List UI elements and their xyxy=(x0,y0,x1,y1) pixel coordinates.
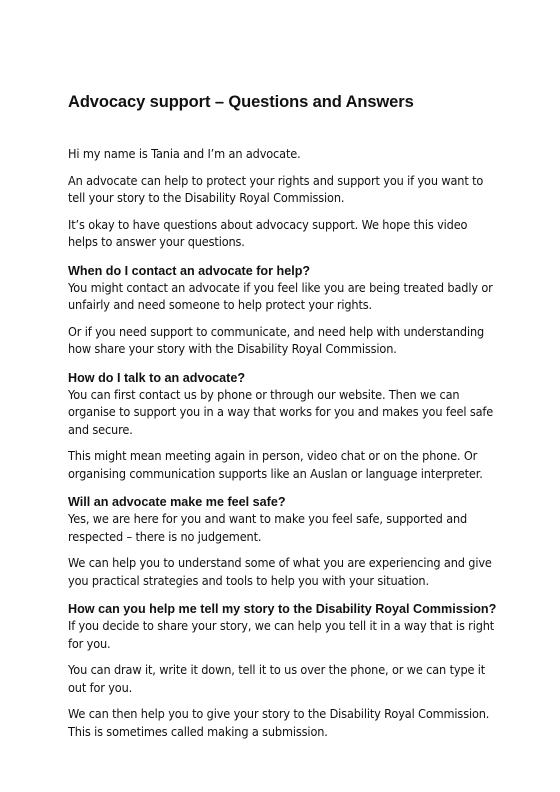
section-heading-how-talk: How do I talk to an advocate? xyxy=(68,370,246,385)
section-paragraph: You can draw it, write it down, tell it to us over the phone, or we can type it out for you. xyxy=(68,663,486,695)
section-paragraph: You might contact an advocate if you feel like you are being treated badly or unfairly and need someone to help protect your rights. xyxy=(68,280,493,312)
section-paragraph: We can then help you to give your story to the Disability Royal Commission. This is sometimes called making a submission. xyxy=(68,707,490,739)
section-paragraph: You can first contact us by phone or through our website. Then we can organise to support you in a way that works for you and makes you feel safe and secure. xyxy=(68,387,494,437)
document-body xyxy=(68,92,498,750)
section-paragraph: We can help you to understand some of what you are experiencing and give you practical strategies and tools to help you with your situation. xyxy=(68,556,492,588)
section-paragraph: Or if you need support to communicate, and need help with understanding how share your story with the Disability Royal Commission. xyxy=(68,324,485,356)
intro-paragraph: It’s okay to have questions about advocacy support. We hope this video helps to answer your questions. xyxy=(68,217,468,249)
section-paragraph: If you decide to share your story, we can help you tell it in a way that is right for you. xyxy=(68,619,495,651)
intro-paragraph: An advocate can help to protect your rights and support you if you want to tell your story to the Disability Royal Commission. xyxy=(68,173,484,205)
section-paragraph: Yes, we are here for you and want to make you feel safe, supported and respected – there is no judgement. xyxy=(68,512,468,544)
section-heading-feel-safe: Will an advocate make me feel safe? xyxy=(68,495,286,509)
section-heading-tell-story: How can you help me tell my story to the Disability Royal Commission? xyxy=(68,602,497,616)
section-heading-when-contact: When do I contact an advocate for help? xyxy=(68,263,311,278)
section-paragraph: This might mean meeting again in person, video chat or on the phone. Or organising communication supports like an Auslan or language interpreter. xyxy=(68,449,483,481)
intro-paragraph: Hi my name is Tania and I’m an advocate. xyxy=(68,147,301,161)
page-title: Advocacy support – Questions and Answers xyxy=(68,93,414,111)
